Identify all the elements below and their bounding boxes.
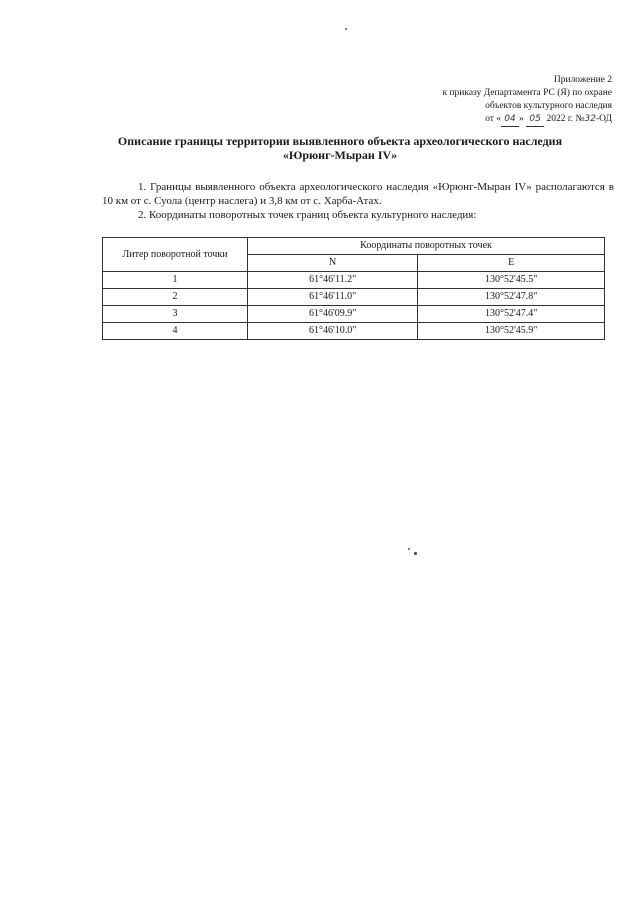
appendix-order-ref: к приказу Департамента РС (Я) по охране — [442, 88, 612, 98]
date-day: 04 — [501, 113, 519, 127]
col-coords-header: Координаты поворотных точек — [248, 238, 605, 255]
appendix-date-line — [442, 113, 612, 127]
date-prefix: от « — [485, 114, 501, 124]
scan-speck — [414, 552, 417, 555]
col-n-header: N — [248, 255, 418, 272]
cell-point: 1 — [103, 272, 248, 289]
appendix-order-subject: объектов культурного наследия — [485, 101, 612, 111]
table-row — [103, 323, 605, 340]
cell-point: 4 — [103, 323, 248, 340]
title-line-1: Описание границы территории выявленного объекта археологического наследия — [117, 134, 563, 148]
scan-speck — [408, 548, 410, 550]
cell-n: 61°46'10.0" — [248, 323, 418, 340]
order-number: 32 — [584, 114, 596, 124]
table-row — [103, 272, 605, 289]
order-suffix: -ОД — [595, 114, 612, 124]
table-row — [103, 306, 605, 323]
cell-e: 130°52'45.9" — [418, 323, 605, 340]
document-title — [60, 134, 620, 162]
cell-e: 130°52'45.5" — [418, 272, 605, 289]
cell-n: 61°46'09.9" — [248, 306, 418, 323]
coordinates-table — [102, 237, 605, 340]
col-e-header: E — [418, 255, 605, 272]
date-year: 2022 г. № — [546, 114, 585, 124]
cell-e: 130°52'47.8" — [418, 289, 605, 306]
table-row — [103, 289, 605, 306]
document-body — [102, 180, 614, 222]
cell-point: 3 — [103, 306, 248, 323]
cell-n: 61°46'11.2" — [248, 272, 418, 289]
cell-point: 2 — [103, 289, 248, 306]
appendix-header — [442, 74, 612, 127]
cell-n: 61°46'11.0" — [248, 289, 418, 306]
table-header-row — [103, 238, 605, 255]
paragraph-location: 1. Границы выявленного объекта археологического наследия «Юрюнг-Мыран IV» располагаются в 10 км от с. Суола (центр наслега) и 3,8 км от с. Харба-Атах. — [102, 181, 614, 207]
cell-e: 130°52'47.4" — [418, 306, 605, 323]
scan-speck — [345, 28, 347, 30]
date-month: 05 — [526, 113, 544, 127]
appendix-label: Приложение 2 — [553, 75, 612, 85]
title-line-2: «Юрюнг-Мыран IV» — [282, 148, 398, 162]
paragraph-coordinates-intro: 2. Координаты поворотных точек границ объекта культурного наследия: — [138, 209, 477, 221]
date-mid: » — [519, 114, 524, 124]
col-point-header: Литер поворотной точки — [103, 238, 248, 272]
